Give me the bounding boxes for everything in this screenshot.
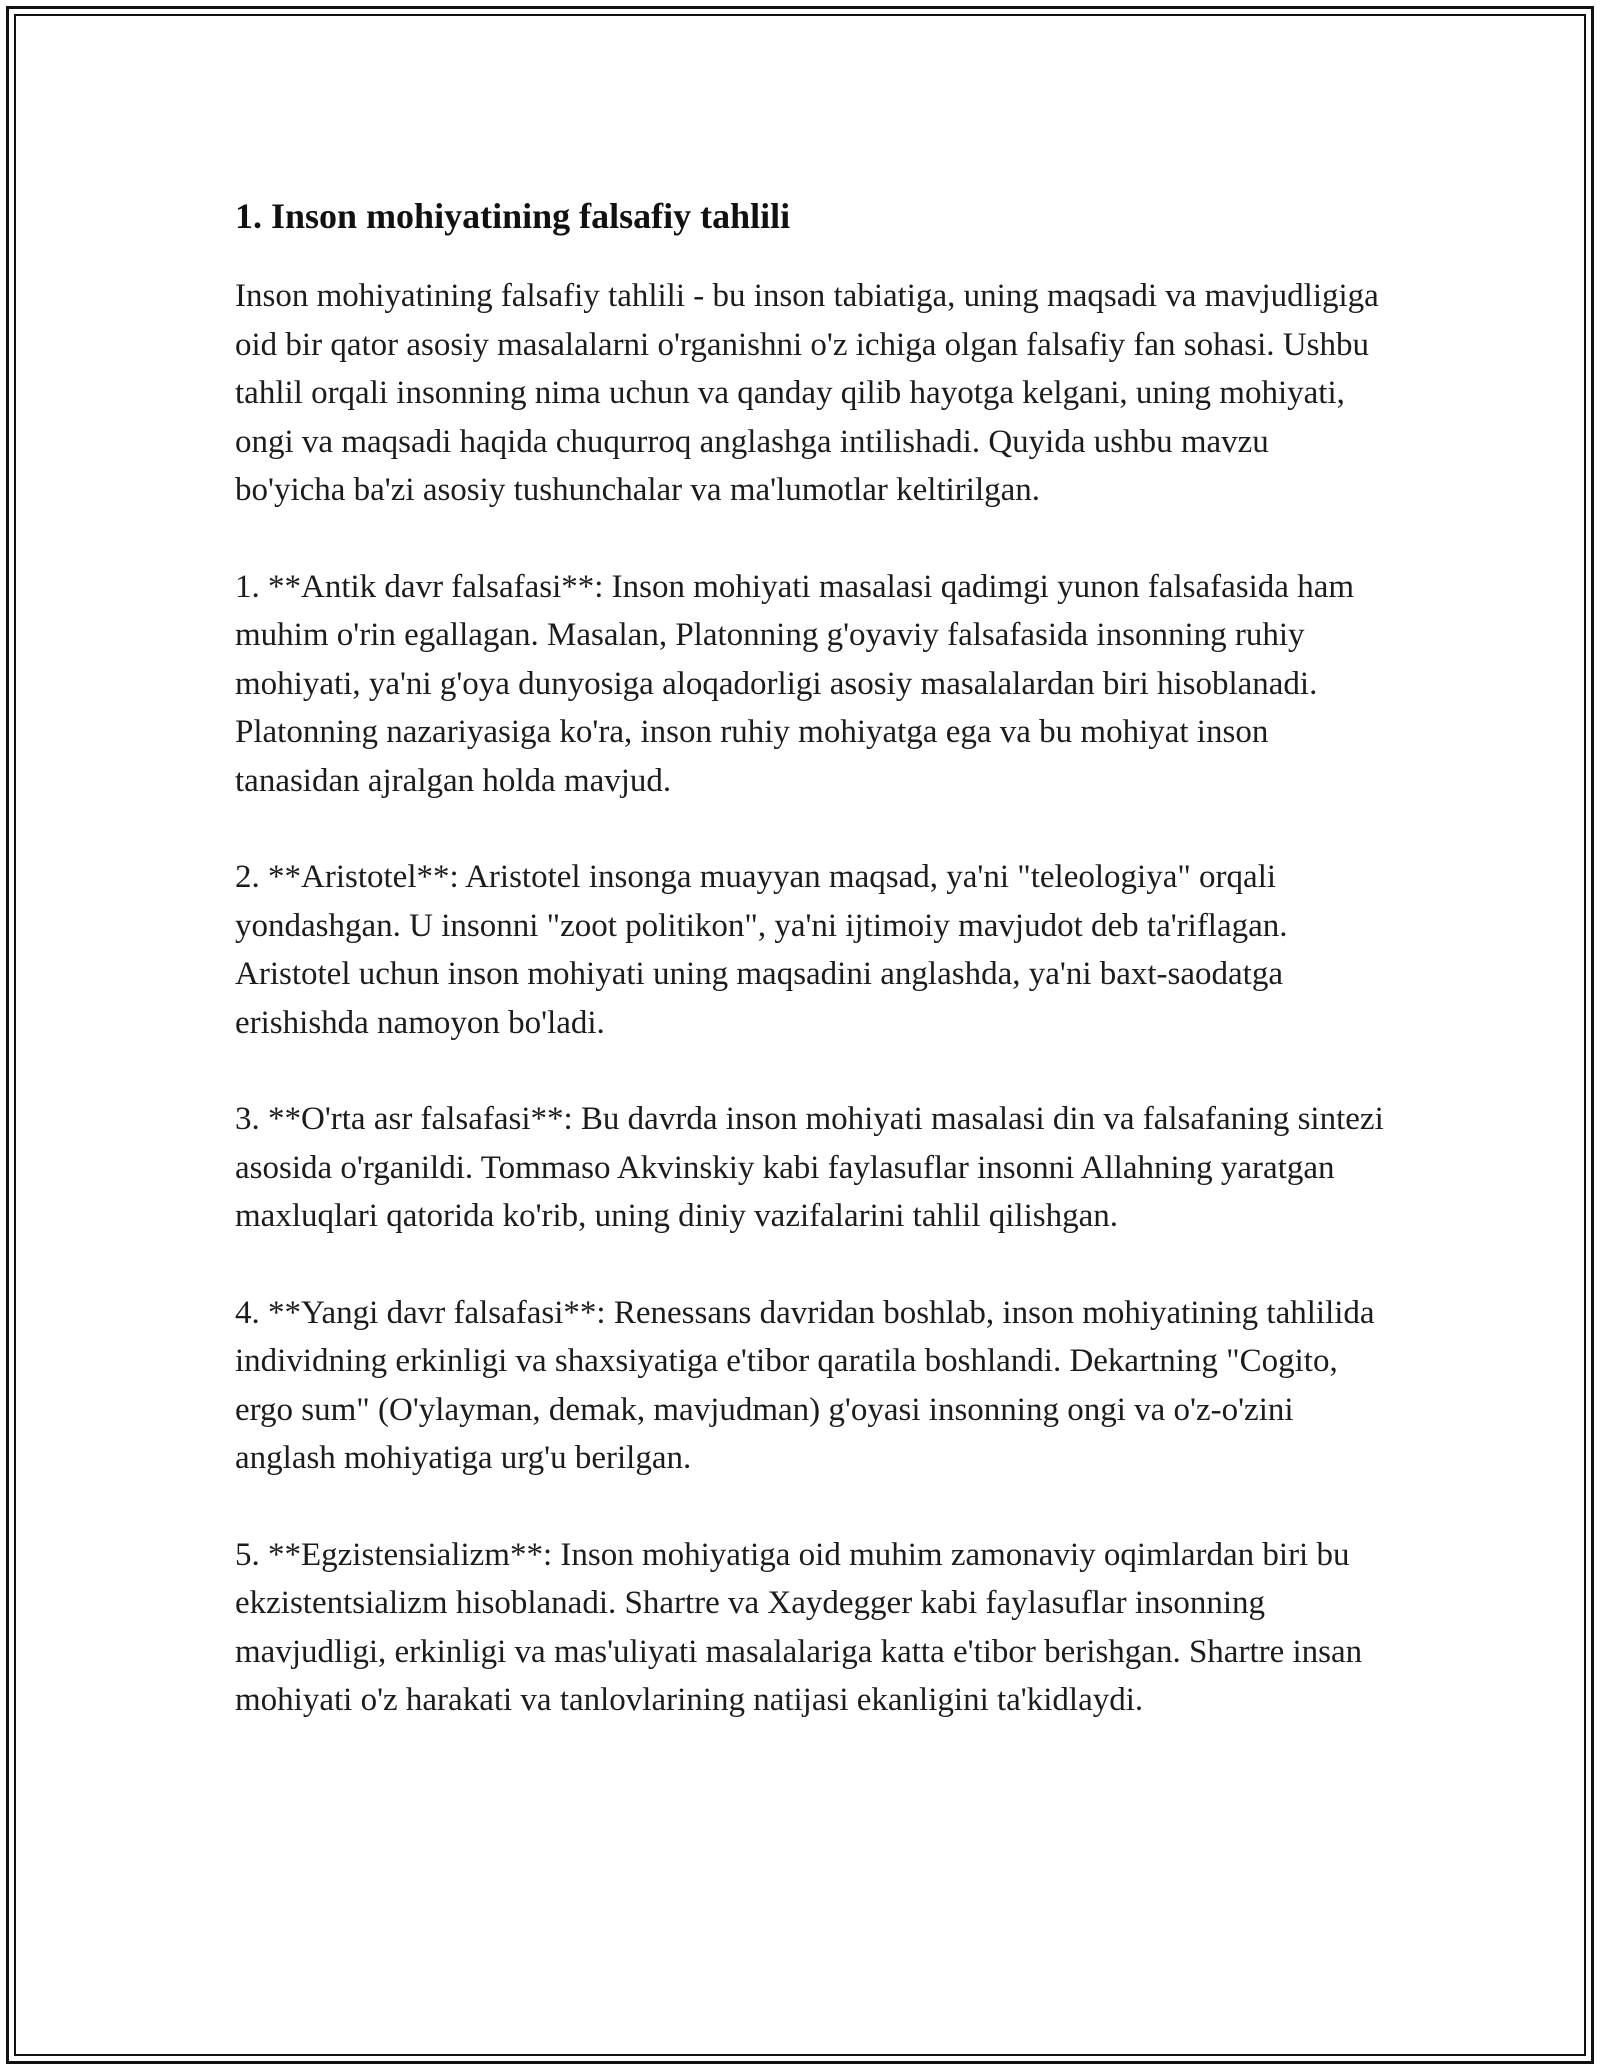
paragraph-orta-asr: 3. **O'rta asr falsafasi**: Bu davrda inson mohiyati masalasi din va falsafaning sintezi asosida o'rganildi. Tommaso Akvinskiy kabi faylasuflar insonni Allahning yaratgan maxluqlari qatorida ko'rib, uning diniy vazifalarini tahlil qilishgan.: [235, 1101, 1384, 1234]
paragraph-yangi-davr: 4. **Yangi davr falsafasi**: Renessans davridan boshlab, inson mohiyatining tahlilida individning erkinligi va shaxsiyatiga e'tibor qaratila boshlandi. Dekartning "Cogito, ergo sum" (O'ylayman, demak, mavjudman) g'oyasi insonning ongi va o'z-o'zini anglash mohiyatiga urg'u berilgan.: [235, 1294, 1375, 1476]
intro-paragraph: Inson mohiyatining falsafiy tahlili - bu inson tabiatiga, uning maqsadi va mavjudligiga oid bir qator asosiy masalalarni o'rganishni o'z ichiga olgan falsafiy fan sohasi. Ushbu tahlil orqali insonning nima uchun va qanday qilib hayotga kelgani, uning mohiyati, ongi va maqsadi haqida chuqurroq anglashga intilishadi. Quyida ushbu mavzu bo'yicha ba'zi asosiy tushunchalar va ma'lumotlar keltirilgan.: [235, 278, 1379, 508]
paragraph-egzistensializm: 5. **Egzistensializm**: Inson mohiyatiga oid muhim zamonaviy oqimlardan biri bu ekzistentsializm hisoblanadi. Shartre va Xaydegger kabi faylasuflar insonning mavjudligi, erkinligi va mas'uliyati masalalariga katta e'tibor berishgan. Shartre insan mohiyati o'z harakati va tanlovlarining natijasi ekanligini ta'kidlaydi.: [235, 1536, 1363, 1718]
paragraph-antik-davr: 1. **Antik davr falsafasi**: Inson mohiyati masalasi qadimgi yunon falsafasida ham muhim o'rin egallagan. Masalan, Platonning g'oyaviy falsafasida insonning ruhiy mohiyati, ya'ni g'oya dunyosiga aloqadorligi asosiy masalalardan biri hisoblanadi. Platonning nazariyasiga ko'ra, inson ruhiy mohiyatga ega va bu mohiyat inson tanasidan ajralgan holda mavjud.: [235, 568, 1355, 799]
document-body: [235, 186, 1385, 1773]
paragraph-aristotel: 2. **Aristotel**: Aristotel insonga muayyan maqsad, ya'ni "teleologiya" orqali yondashgan. U insonni "zoot politikon", ya'ni ijtimoiy mavjudot deb ta'riflagan. Aristotel uchun inson mohiyati uning maqsadini anglashda, ya'ni baxt-saodatga erishishda namoyon bo'ladi.: [235, 859, 1288, 1041]
page-title: 1. Inson mohiyatining falsafiy tahlili: [235, 196, 791, 236]
